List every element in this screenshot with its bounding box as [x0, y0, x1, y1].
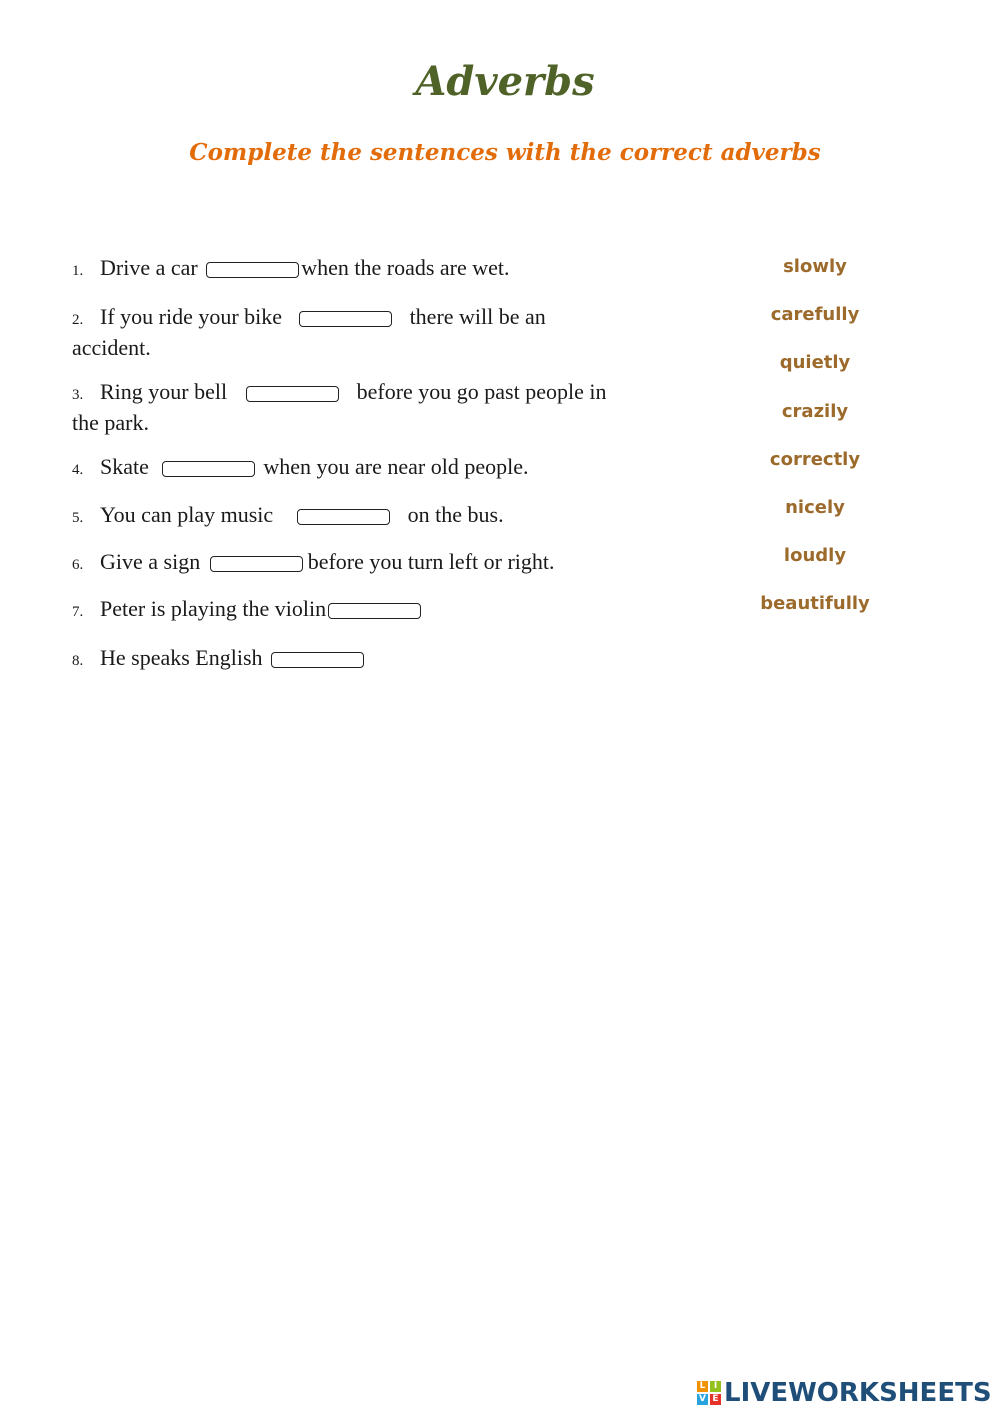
question-1 [72, 254, 682, 285]
question-text-before: Give a sign [100, 549, 201, 574]
word-bank-item[interactable]: loudly [783, 545, 847, 566]
answer-field-1[interactable] [206, 262, 299, 278]
question-4 [72, 453, 682, 484]
word-bank-item[interactable]: crazily [781, 401, 849, 422]
word-bank-item[interactable]: correctly [769, 449, 861, 470]
question-text-after: before you go past people in [356, 379, 607, 404]
word-bank-item[interactable]: carefully [770, 304, 860, 325]
word-bank-item[interactable]: nicely [785, 497, 845, 518]
question-text-before: You can play music [100, 502, 274, 527]
word-bank-item[interactable]: quietly [779, 352, 851, 373]
logo-letter: L [697, 1381, 708, 1392]
answer-field-7[interactable] [328, 603, 421, 619]
logo-letter: V [697, 1394, 708, 1405]
question-text-after: before you turn left or right. [307, 549, 555, 574]
question-number: 5. [72, 510, 84, 526]
answer-field-6[interactable] [210, 556, 303, 572]
answer-field-3[interactable] [246, 386, 339, 402]
page-title: Adverbs [415, 58, 595, 105]
question-text-after: on the bus. [407, 502, 504, 527]
question-text-before: Drive a car [100, 255, 198, 280]
question-text-after: when you are near old people. [263, 454, 529, 479]
word-bank-item[interactable]: slowly [783, 256, 847, 277]
answer-field-4[interactable] [162, 461, 255, 477]
liveworksheets-logo[interactable] [697, 1377, 992, 1409]
question-text-before: Ring your bell [100, 379, 228, 404]
word-bank-item[interactable]: beautifully [760, 593, 870, 614]
brand-name: LIVEWORKSHEETS [724, 1378, 992, 1408]
question-3 [72, 378, 682, 436]
question-text-continued: the park. [72, 410, 149, 435]
question-8 [72, 644, 682, 675]
question-text-before: Skate [100, 454, 149, 479]
answer-field-2[interactable] [299, 311, 392, 327]
question-number: 8. [72, 653, 84, 669]
question-7 [72, 595, 682, 626]
question-number: 2. [72, 312, 84, 328]
question-5 [72, 501, 682, 532]
question-text-after: there will be an [409, 304, 546, 329]
question-number: 6. [72, 557, 84, 573]
question-6 [72, 548, 682, 579]
logo-letter: E [710, 1394, 721, 1405]
question-number: 3. [72, 387, 84, 403]
answer-field-5[interactable] [297, 509, 390, 525]
question-number: 1. [72, 263, 84, 279]
instructions: Complete the sentences with the correct adverbs [189, 139, 821, 166]
question-2 [72, 303, 682, 361]
question-text-before: If you ride your bike [100, 304, 283, 329]
question-text-after: when the roads are wet. [301, 255, 510, 280]
question-text-before: He speaks English [100, 645, 263, 670]
logo-icon [697, 1381, 721, 1405]
question-number: 7. [72, 604, 84, 620]
logo-letter: I [710, 1381, 721, 1392]
question-number: 4. [72, 462, 84, 478]
question-text-before: Peter is playing the violin [100, 596, 327, 621]
question-text-continued: accident. [72, 335, 151, 360]
answer-field-8[interactable] [271, 652, 364, 668]
